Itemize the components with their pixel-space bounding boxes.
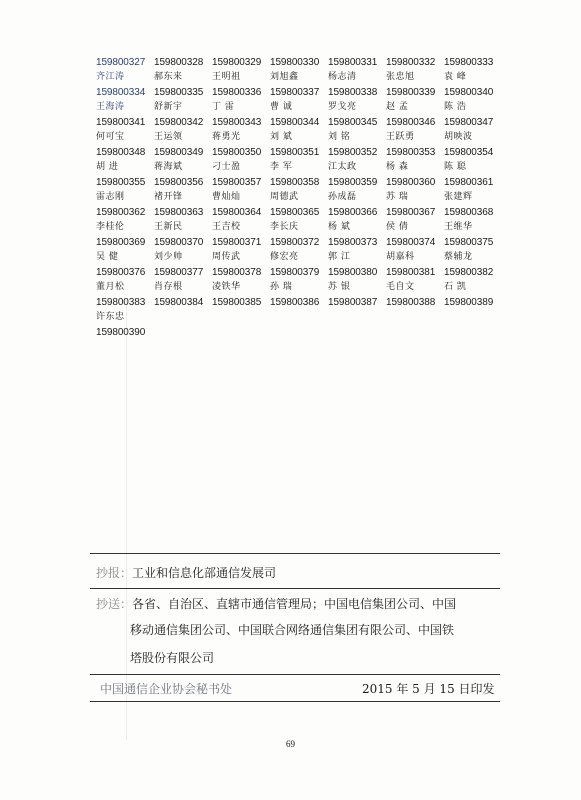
member-name-cell: 何可宝 (96, 132, 125, 142)
member-id-cell: 159800387 (328, 297, 378, 308)
member-name-cell: 修宏亮 (270, 252, 299, 262)
member-name-cell: 褚开锋 (154, 192, 183, 202)
member-name-cell: 侯 倩 (386, 222, 409, 232)
member-name-cell: 曹灿灿 (212, 192, 241, 202)
member-id-cell: 159800358 (270, 177, 320, 188)
member-name-cell: 张建辉 (444, 192, 473, 202)
issue-date: 2015 年 5 月 15 日印发 (362, 682, 495, 696)
member-id-cell: 159800363 (154, 207, 204, 218)
issuer: 中国通信企业协会秘书处 (100, 682, 233, 696)
member-id-cell: 159800375 (444, 237, 494, 248)
member-name-cell: 袁 峰 (444, 72, 467, 82)
member-id-cell: 159800353 (386, 147, 436, 158)
member-id-cell: 159800369 (96, 237, 146, 248)
member-name-cell: 胡 进 (96, 162, 119, 172)
member-id-cell: 159800344 (270, 117, 320, 128)
member-name-cell: 王海涛 (96, 102, 125, 112)
member-id-cell: 159800376 (96, 267, 146, 278)
member-name-cell: 王跃勇 (386, 132, 415, 142)
member-name-cell: 王运领 (154, 132, 183, 142)
member-name-cell (386, 310, 444, 325)
cc-send-label: 抄送： (96, 597, 133, 611)
member-id-cell: 159800340 (444, 87, 494, 98)
member-id-table (96, 55, 502, 340)
cc-report-line (96, 565, 276, 581)
member-id-cell: 159800364 (212, 207, 262, 218)
member-name-cell: 孙 瑞 (270, 282, 293, 292)
member-id-cell: 159800361 (444, 177, 494, 188)
member-id-cell: 159800332 (386, 57, 436, 68)
member-name-cell: 蒋勇光 (212, 132, 241, 142)
member-id-cell: 159800345 (328, 117, 378, 128)
member-name-cell: 刘 铭 (328, 132, 351, 142)
member-id-cell: 159800327 (96, 57, 146, 68)
cc-report-label: 抄报： (96, 566, 133, 580)
member-id-cell: 159800389 (444, 297, 494, 308)
member-id-cell: 159800341 (96, 117, 146, 128)
member-name-cell: 孙成磊 (328, 192, 357, 202)
member-id-cell: 159800339 (386, 87, 436, 98)
member-name-cell: 李桂伦 (96, 222, 125, 232)
member-name-cell: 刁士盈 (212, 162, 241, 172)
member-name-cell: 舒新宇 (154, 102, 183, 112)
member-name-cell: 杨志清 (328, 72, 357, 82)
cc-send-line-2 (130, 622, 454, 638)
member-id-cell: 159800379 (270, 267, 320, 278)
member-name-cell: 刘少帅 (154, 252, 183, 262)
member-name-cell (154, 310, 212, 325)
member-id-cell: 159800385 (212, 297, 262, 308)
member-name-cell: 周传武 (212, 252, 241, 262)
member-name-cell: 李 军 (270, 162, 293, 172)
member-name-cell: 曹 诚 (270, 102, 293, 112)
member-name-cell: 雷志刚 (96, 192, 125, 202)
member-name-cell: 肖存根 (154, 282, 183, 292)
member-name-cell: 丁 雷 (212, 102, 235, 112)
member-name-cell: 周德武 (270, 192, 299, 202)
member-id-cell: 159800349 (154, 147, 204, 158)
member-id-cell: 159800368 (444, 207, 494, 218)
footer-mid-rule (90, 588, 500, 589)
member-name-cell: 许东忠 (96, 312, 125, 322)
member-id-cell: 159800356 (154, 177, 204, 188)
member-id-cell: 159800386 (270, 297, 320, 308)
member-id-cell (154, 325, 212, 340)
member-name-cell: 齐江涛 (96, 72, 125, 82)
cc-send-text-3: 塔股份有限公司 (130, 651, 215, 665)
member-id-cell: 159800343 (212, 117, 262, 128)
member-id-cell: 159800346 (386, 117, 436, 128)
member-name-cell: 郝东来 (154, 72, 183, 82)
member-id-cell: 159800348 (96, 147, 146, 158)
member-id-cell: 159800382 (444, 267, 494, 278)
member-id-cell: 159800372 (270, 237, 320, 248)
member-name-cell (212, 310, 270, 325)
member-name-cell: 李长庆 (270, 222, 299, 232)
member-id-cell: 159800366 (328, 207, 378, 218)
cc-send-text-1: 各省、自治区、直辖市通信管理局；中国电信集团公司、中国 (132, 597, 457, 611)
member-id-cell: 159800337 (270, 87, 320, 98)
member-name-cell: 吴 健 (96, 252, 119, 262)
member-name-cell: 蔡辅龙 (444, 252, 473, 262)
member-name-cell: 罗戈亮 (328, 102, 357, 112)
member-name-cell: 杨 斌 (328, 222, 351, 232)
member-name-cell: 王维华 (444, 222, 473, 232)
member-id-cell: 159800384 (154, 297, 204, 308)
member-id-cell: 159800351 (270, 147, 320, 158)
member-id-cell: 159800370 (154, 237, 204, 248)
member-id-cell (386, 325, 444, 340)
member-id-cell: 159800352 (328, 147, 378, 158)
member-name-cell: 刘旭鑫 (270, 72, 299, 82)
member-name-cell: 蒋海斌 (154, 162, 183, 172)
member-id-cell: 159800378 (212, 267, 262, 278)
member-id-cell: 159800355 (96, 177, 146, 188)
member-name-cell (270, 310, 328, 325)
page-number: 69 (286, 739, 295, 749)
member-name-cell: 王明祖 (212, 72, 241, 82)
cc-send-line-1 (96, 596, 456, 612)
member-id-cell: 159800347 (444, 117, 494, 128)
member-id-cell: 159800390 (96, 327, 146, 338)
member-id-cell: 159800354 (444, 147, 494, 158)
footer-bottom-rule (90, 701, 500, 702)
member-id-cell: 159800381 (386, 267, 436, 278)
member-id-cell: 159800335 (154, 87, 204, 98)
member-name-cell (328, 310, 386, 325)
member-id-cell: 159800342 (154, 117, 204, 128)
member-id-cell (270, 325, 328, 340)
member-name-cell: 胡映波 (444, 132, 473, 142)
member-id-cell: 159800365 (270, 207, 320, 218)
member-id-cell: 159800373 (328, 237, 378, 248)
member-id-cell: 159800367 (386, 207, 436, 218)
cc-send-text-2: 移动通信集团公司、中国联合网络通信集团有限公司、中国铁 (130, 623, 455, 637)
member-id-cell: 159800383 (96, 297, 146, 308)
footer-top-rule (90, 553, 500, 554)
footer-issuer-top-rule (90, 674, 500, 675)
member-name-cell: 郭 江 (328, 252, 351, 262)
member-name-cell: 董月松 (96, 282, 125, 292)
member-name-cell: 王吉校 (212, 222, 241, 232)
member-id-cell: 159800338 (328, 87, 378, 98)
member-id-cell: 159800333 (444, 57, 494, 68)
member-id-cell: 159800380 (328, 267, 378, 278)
member-name-cell: 赵 孟 (386, 102, 409, 112)
member-id-cell: 159800357 (212, 177, 262, 188)
member-name-cell: 凌铁华 (212, 282, 241, 292)
member-id-cell (212, 325, 270, 340)
member-id-cell: 159800329 (212, 57, 262, 68)
member-name-cell (444, 310, 502, 325)
member-id-cell (328, 325, 386, 340)
member-name-cell: 苏 银 (328, 282, 351, 292)
cc-send-line-3 (130, 650, 214, 666)
member-name-cell: 刘 斌 (270, 132, 293, 142)
member-id-cell: 159800371 (212, 237, 262, 248)
member-name-cell: 张忠旭 (386, 72, 415, 82)
member-id-cell: 159800377 (154, 267, 204, 278)
cc-report-text: 工业和信息化部通信发展司 (132, 566, 277, 580)
member-id-cell: 159800330 (270, 57, 320, 68)
member-id-cell: 159800328 (154, 57, 204, 68)
member-name-cell: 胡嘉科 (386, 252, 415, 262)
member-id-cell: 159800334 (96, 87, 146, 98)
member-name-cell: 陈 聪 (444, 162, 467, 172)
member-id-cell: 159800331 (328, 57, 378, 68)
member-id-cell: 159800350 (212, 147, 262, 158)
member-id-cell: 159800360 (386, 177, 436, 188)
member-id-cell: 159800362 (96, 207, 146, 218)
member-name-cell: 石 凯 (444, 282, 467, 292)
member-id-cell: 159800359 (328, 177, 378, 188)
member-id-cell (444, 325, 502, 340)
member-id-cell: 159800374 (386, 237, 436, 248)
member-name-cell: 毛自文 (386, 282, 415, 292)
member-name-cell: 陈 浩 (444, 102, 467, 112)
member-name-cell: 江太政 (328, 162, 357, 172)
member-name-cell: 苏 瑞 (386, 192, 409, 202)
member-id-cell: 159800336 (212, 87, 262, 98)
member-name-cell: 王新民 (154, 222, 183, 232)
member-id-cell: 159800388 (386, 297, 436, 308)
member-name-cell: 杨 森 (386, 162, 409, 172)
